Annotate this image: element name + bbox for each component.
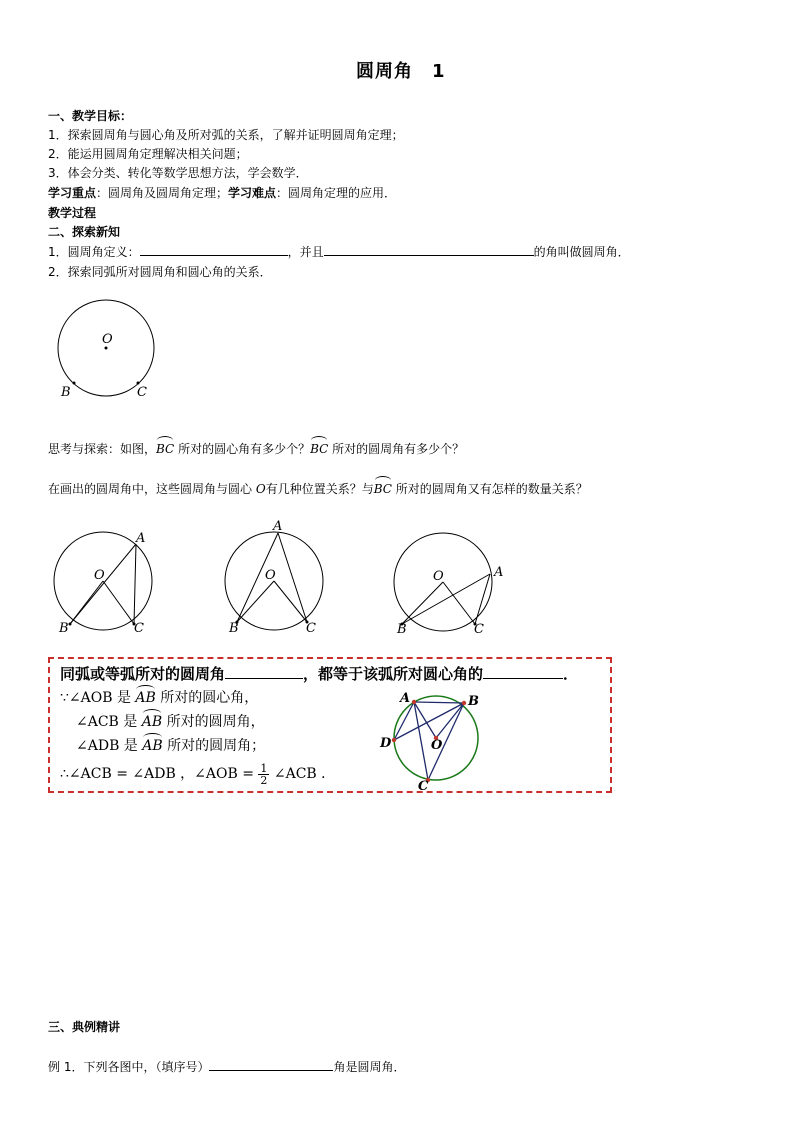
key-text: ：圆周角及圆周角定理； [96,186,229,200]
fig2-label-o: O [265,568,276,583]
fig3-label-c: C [474,622,484,637]
think-mid: 所对的圆心角有多少个？ [178,442,311,456]
section-heading-objectives: 一、教学目标： [48,109,133,123]
arc-bc-3: BC [373,482,392,496]
definition-blank-1[interactable] [140,243,288,256]
fig3-label-a: A [494,565,504,580]
objective-3: 3．体会分类、转化等数学思想方法，学会数学． [48,166,308,180]
theorem-a: 同弧或等弧所对的圆周角 [60,665,226,683]
figure-circle-bc [40,296,170,406]
theorem-statement [60,664,578,684]
q1-text-c: 的角叫做圆周角． [533,245,630,259]
theorem-b: ，都等于该弧所对圆心角的 [303,665,484,683]
theorem-blank-2[interactable] [483,664,563,679]
label-c: C [137,385,147,400]
theorem-blank-1[interactable] [225,664,303,679]
difficulty-label: 学习难点 [228,186,277,200]
figure-case-2 [220,518,330,640]
proof-line-1 [60,690,258,706]
arc-bc-1: BC [156,442,175,456]
green-label-a: A [400,691,411,706]
figure-case-1 [50,525,160,640]
fig1-label-c: C [134,621,144,636]
question-1 [48,243,630,260]
green-label-d: D [380,736,392,751]
label-b: B [61,385,71,400]
q1-text-b: ，并且 [287,245,324,259]
figure-case-3 [390,532,510,640]
pos-c: 所对的圆周角又有怎样的数量关系？ [395,482,588,496]
fraction-half [258,763,269,786]
question-2: 2．探索同弧所对圆周角和圆心角的关系． [48,265,272,279]
section-heading-examples: 三、典例精讲 [48,1020,121,1034]
proof-2b: 所对的圆周角， [162,714,265,730]
section-heading-explore: 二、探索新知 [48,225,121,239]
frac-den: 2 [260,773,268,787]
proof-4a: ∴∠ACB = ∠ADB ，∠AOB = [60,766,259,782]
definition-blank-2[interactable] [324,243,534,256]
difficulty-text: ：圆周角定理的应用． [276,186,397,200]
theorem-c: ． [563,665,579,683]
arc-bc-2: BC [310,442,329,456]
proof-line-3 [76,738,265,754]
pos-o: O [255,482,266,496]
position-question [48,481,588,497]
green-label-b: B [468,694,479,709]
fig2-label-a: A [273,519,283,534]
proof-1a: ∵∠AOB 是 [60,690,136,706]
fig1-label-b: B [59,621,69,636]
objective-2: 2．能运用圆周角定理解决相关问题； [48,147,248,161]
figure-inscribed-angles [372,686,492,792]
proof-4b: ∠ACB ． [269,766,336,782]
fig2-label-b: B [229,621,239,636]
green-label-c: C [418,779,429,794]
fig1-label-a: A [136,531,146,546]
fig2-label-c: C [306,621,316,636]
fig3-label-o: O [433,569,444,584]
ex1-text-b: 角是圆周角． [333,1060,406,1074]
proof-2a: ∠ACB 是 [76,714,142,730]
pos-b: 有几种位置关系？与 [265,482,374,496]
pos-a: 在画出的圆周角中，这些圆周角与圆心 [48,482,253,496]
key-points-line [48,185,396,201]
frac-num: 1 [260,761,268,775]
arc-ab-1: AB [135,690,156,706]
example-blank[interactable] [209,1058,333,1071]
teaching-process-heading: 教学过程 [48,206,97,220]
proof-3b: 所对的圆周角； [162,738,266,754]
arc-ab-3: AB [142,738,163,754]
fig1-label-o: O [94,568,105,583]
ex1-text-a: 例 1．下列各图中，（填序号） [48,1060,210,1074]
proof-1b: 所对的圆心角， [155,690,259,706]
key-label: 学习重点 [48,186,97,200]
proof-line-4 [60,762,335,786]
proof-line-2 [76,714,265,730]
proof-3a: ∠ADB 是 [76,738,143,754]
page-title: 圆周角 1 [356,61,446,82]
q1-text-a: 1．圆周角定义： [48,245,140,259]
think-suffix: 所对的圆周角有多少个？ [332,442,465,456]
label-o: O [102,332,113,347]
example-1 [48,1058,405,1075]
think-question [48,441,464,457]
arc-ab-2: AB [141,714,163,730]
green-label-o: O [431,738,443,753]
fig3-label-b: B [397,622,407,637]
objective-1: 1．探索圆周角与圆心角及所对弧的关系，了解并证明圆周角定理； [48,128,404,142]
think-prefix: 思考与探索：如图， [48,442,157,456]
